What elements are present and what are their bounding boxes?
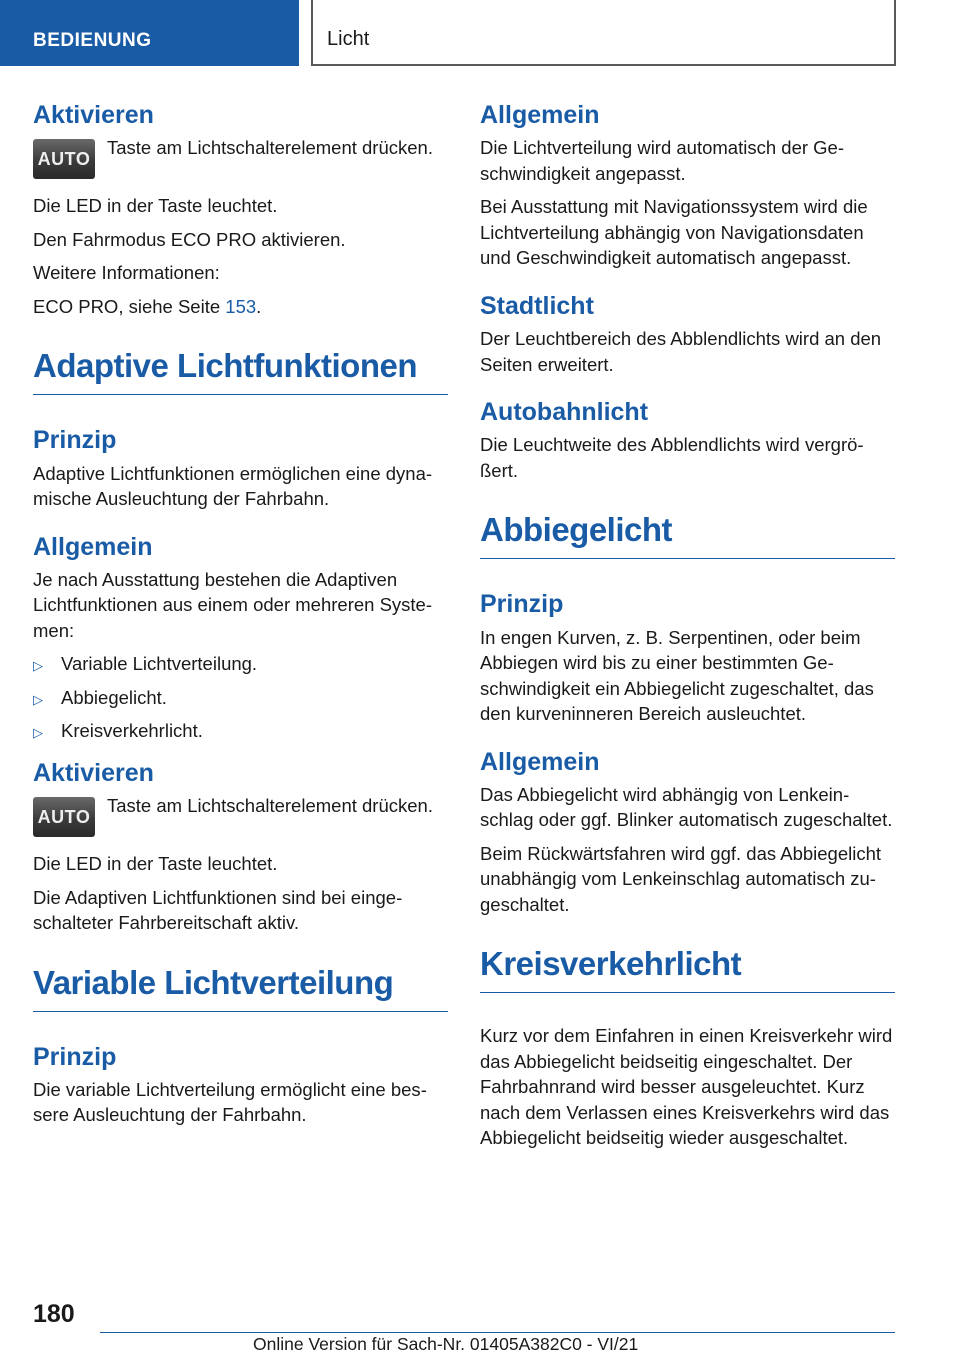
paragraph: Adaptive Lichtfunktionen ermöglichen eine dynamische Ausleuchtung der Fahrbahn. (33, 462, 433, 510)
list-item: ▷ Abbiegelicht. (33, 686, 167, 708)
chapter-title: Licht (311, 0, 896, 66)
roundabout-light-section (480, 945, 895, 1151)
paragraph: Die variable Lichtverteilung ermöglicht eine bessere Ausleuchtung der Fahrbahn. (33, 1078, 427, 1126)
triangle-bullet-icon: ▷ (33, 658, 43, 674)
paragraph: Bei Ausstattung mit Navigationssystem wird die Lichtverteilung abhängig von Navigationsdaten und Geschwindigkeit automatisch angepasst. (480, 196, 868, 269)
paragraph: Den Fahrmodus ECO PRO aktivieren. (33, 228, 346, 250)
variable-light-heading: Variable Lichtverteilung (33, 964, 448, 1012)
page-number: 180 (33, 1300, 75, 1328)
paragraph: Kurz vor dem Einfahren in einen Kreisverkehr wird das Abbiegelicht beidseitig eingeschaltet. Der Fahrbahnrand wird besser ausgeleuchtet. Kurz nach dem Verlassen eines Kreisverkehrs wird das Abbiegelicht beidseitig wieder ausgeschaltet. (480, 1025, 893, 1149)
paragraph: Die Leuchtweite des Abblendlichts wird vergrößert. (480, 434, 864, 481)
reference-suffix: . (256, 295, 262, 317)
auto-button-text: Taste am Lichtschalterelement drücken. (107, 137, 433, 159)
online-version-text: Online Version für Sach-Nr. 01405A382C0 - VI/21 (253, 1334, 639, 1354)
general-heading: Allgemein (480, 747, 600, 776)
page-link[interactable]: 153 (225, 295, 257, 317)
auto-button-text: Taste am Lichtschalterelement drücken. (107, 795, 433, 817)
cornering-light-section (480, 511, 895, 917)
systems-list (33, 651, 448, 744)
variable-light-section (33, 964, 448, 1128)
city-light-section (480, 291, 895, 377)
highway-light-heading: Autobahnlicht (480, 398, 649, 427)
auto-button-icon: AUTO (33, 139, 95, 179)
triangle-bullet-icon: ▷ (33, 725, 43, 741)
city-light-heading: Stadtlicht (480, 291, 594, 320)
paragraph: Die LED in der Taste leuchtet. (33, 853, 278, 875)
principle-heading: Prinzip (33, 1042, 117, 1071)
page-footer (0, 1290, 960, 1362)
paragraph: In engen Kurven, z. B. Serpentinen, oder beim Abbiegen wird bis zu einer bestimmten Geschwindigkeit ein Abbiegelicht zugeschaltet, das den kurveninneren Bereich ausleuchtet. (480, 626, 874, 725)
paragraph: Beim Rückwärtsfahren wird ggf. das Abbiegelicht unabhängig vom Lenkeinschlag automatisch zugeschaltet. (480, 842, 882, 915)
activate-section-1 (33, 100, 448, 319)
paragraph: Die Adaptiven Lichtfunktionen sind bei eingeschalteter Fahrbereitschaft aktiv. (33, 886, 403, 934)
page-header (0, 0, 960, 66)
principle-heading: Prinzip (480, 590, 564, 619)
paragraph: Weitere Informationen: (33, 262, 220, 284)
auto-button-row (33, 793, 448, 837)
right-column (480, 100, 895, 1159)
left-column (33, 100, 448, 1136)
triangle-bullet-icon: ▷ (33, 691, 43, 707)
paragraph: Die LED in der Taste leuchtet. (33, 195, 278, 217)
page-reference (33, 294, 448, 320)
paragraph: Der Leuchtbereich des Abblendlichts wird an den Seiten erweitert. (480, 328, 882, 375)
general-section (480, 100, 895, 271)
principle-heading: Prinzip (33, 426, 117, 455)
activate-heading: Aktivieren (33, 101, 154, 129)
general-heading: Allgemein (33, 532, 153, 561)
paragraph: Das Abbiegelicht wird abhängig von Lenkeinschlag oder ggf. Blinker automatisch zugeschaltet. (480, 783, 893, 831)
paragraph: Die Lichtverteilung wird automatisch der Geschwindigkeit angepasst. (480, 137, 845, 184)
roundabout-light-heading: Kreisverkehrlicht (480, 945, 895, 993)
footer-divider (100, 1332, 895, 1333)
reference-prefix: ECO PRO, siehe Seite (33, 295, 226, 317)
general-heading: Allgemein (480, 101, 600, 129)
activate-heading: Aktivieren (33, 758, 154, 787)
adaptive-lights-heading: Adaptive Lichtfunktionen (33, 347, 448, 395)
auto-button-row (33, 135, 448, 179)
list-item: ▷ Kreisverkehrlicht. (33, 720, 203, 742)
highway-light-section (480, 397, 895, 483)
auto-button-icon: AUTO (33, 797, 95, 837)
section-tab: BEDIENUNG (0, 0, 299, 66)
adaptive-lights-section (33, 347, 448, 935)
paragraph: Je nach Ausstattung bestehen die Adaptiven Lichtfunktionen aus einem oder mehreren Systemen: (33, 568, 433, 641)
cornering-light-heading: Abbiegelicht (480, 511, 895, 559)
list-item: ▷ Variable Lichtverteilung. (33, 653, 258, 675)
